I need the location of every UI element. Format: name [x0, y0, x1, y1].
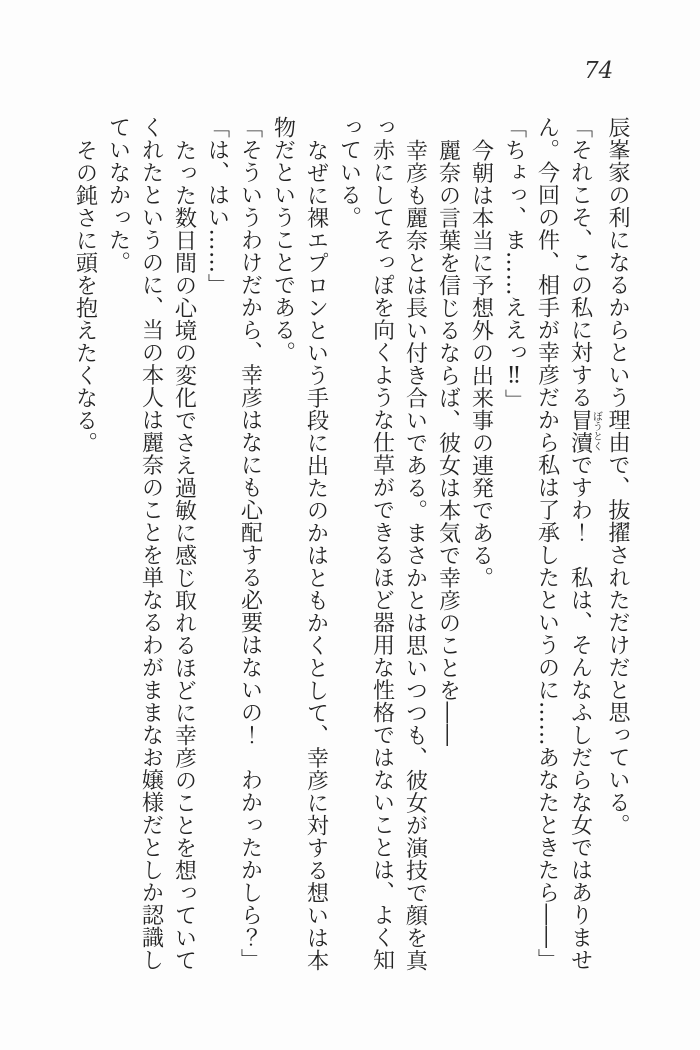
- body-text: [69, 116, 635, 972]
- paragraph-narrative-2: 今朝は本当に予想外の出来事の連発である。: [468, 138, 494, 589]
- paragraph-dialogue-reina-2: 「そういうわけだから、幸彦はなにも心配する必要はないの！ わかったかしら？」: [237, 116, 263, 971]
- paragraph-dialogue-yukihiko-2: 「は、はい……」: [204, 116, 230, 296]
- paragraph-narrative-6: たった数日間の心境の変化でさえ過敏に感じ取れるほどに幸彦のことを想っていてくれたというのに、当の本人は麗奈のことを単なるわがままなお嬢様だとしか認識していなかった。: [105, 116, 197, 971]
- dialogue-text-pre: 「それこそ、この私に対する: [567, 116, 593, 409]
- paragraph-narrative-5: なぜに裸エプロンという手段に出たのかはともかくとして、幸彦に対する想いは本物だということである。: [270, 116, 329, 971]
- dialogue-text-post: ですわ！ 私は、そんなふしだらな女ではありません。今回の件、相手が幸彦だから私は了承したというのに……あなたときたら――」: [534, 116, 593, 971]
- ruby-base: 冒瀆: [567, 408, 593, 454]
- page-number: 74: [584, 58, 614, 84]
- paragraph-dialogue-yukihiko-1: 「ちょっ、ま……ええっ‼」: [501, 116, 527, 412]
- ruby-annotated-word: [567, 408, 602, 454]
- paragraph-dialogue-reina-1: [531, 116, 602, 972]
- paragraph-narrative-3: 麗奈の言葉を信じるならば、彼女は本気で幸彦のことを――: [435, 138, 461, 746]
- paragraph-narrative-4: 幸彦も麗奈とは長い付き合いである。まさかとは思いつつも、彼女が演技で顔を真っ赤にしてそっぽを向くような仕草ができるほど器用な性格ではないことは、よく知っている。: [336, 116, 428, 971]
- paragraph-narrative-1: 辰峯家の利になるからという理由で、抜擢されただけだと思っている。: [605, 116, 630, 836]
- paragraph-narrative-7: その鈍さに頭を抱えたくなる。: [72, 138, 98, 454]
- ruby-furigana: ぼうとく: [590, 408, 602, 454]
